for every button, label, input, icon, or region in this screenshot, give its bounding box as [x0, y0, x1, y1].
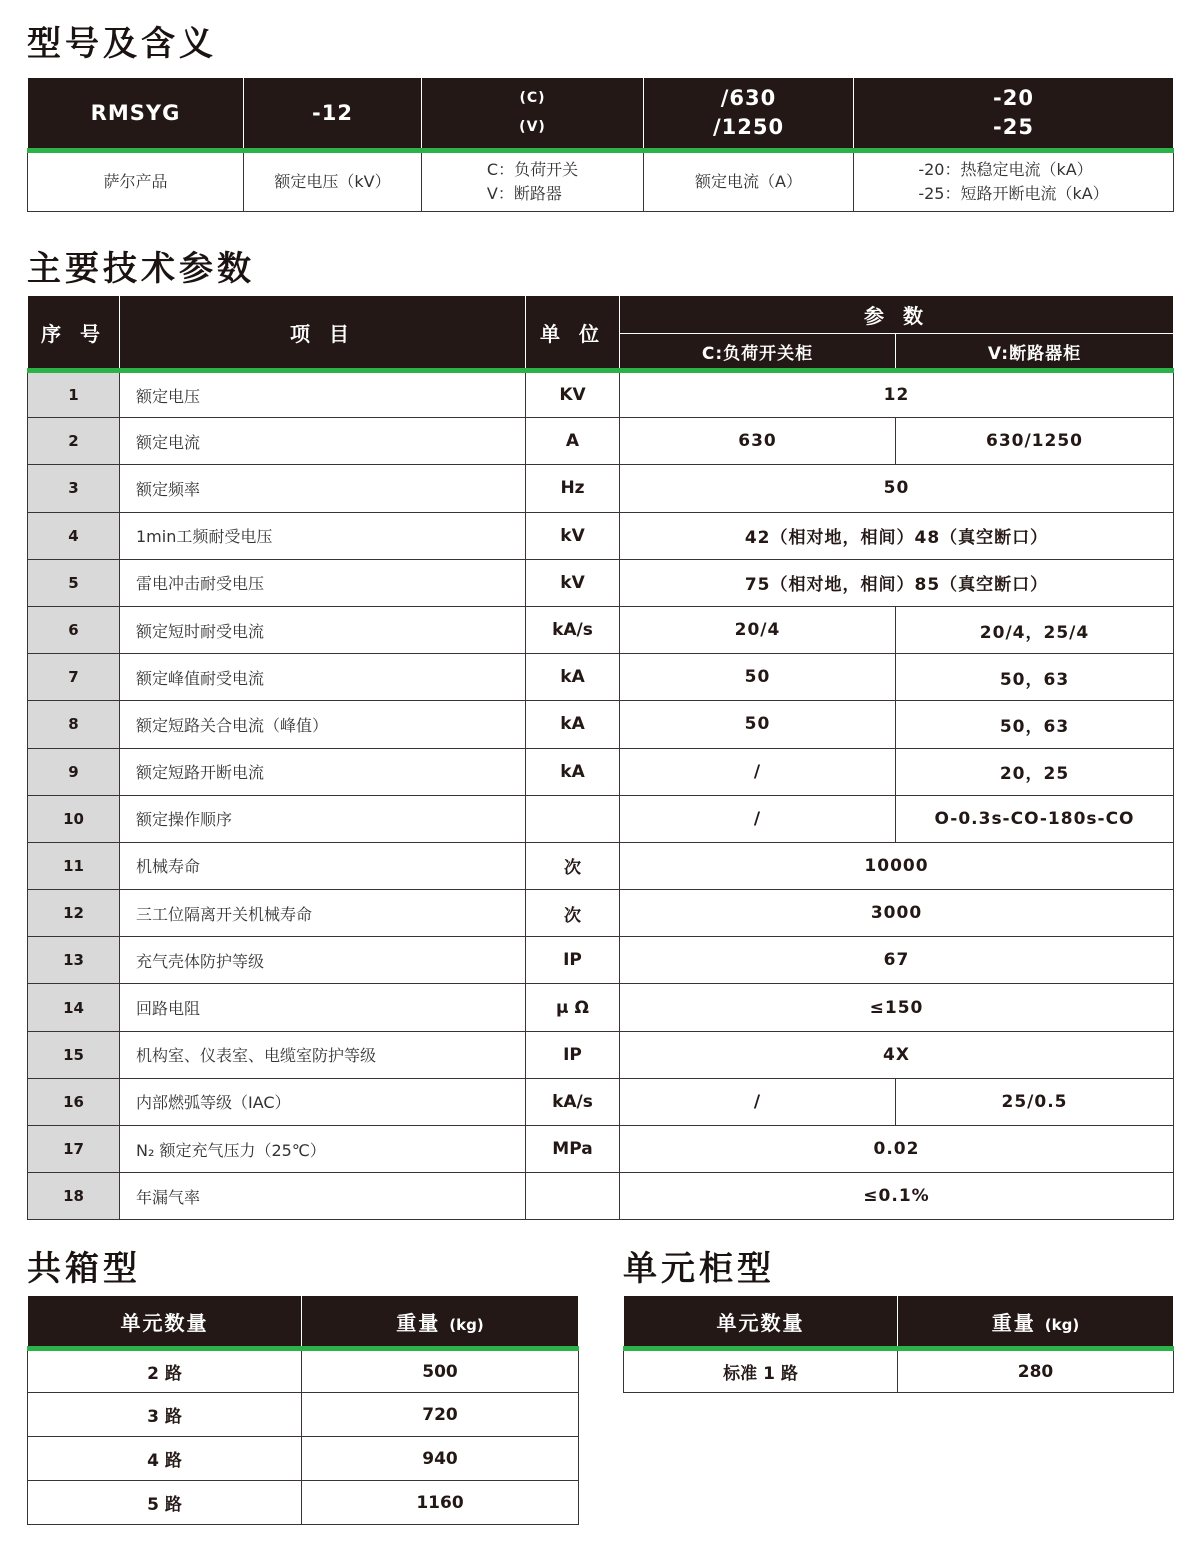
desc-type-v: V：断路器 — [486, 184, 562, 203]
row-value: 10000 — [620, 842, 1174, 889]
box-row-weight: 1160 — [302, 1481, 579, 1525]
row-value-v: 50，63 — [896, 654, 1174, 701]
table-row — [28, 984, 1174, 1031]
desc-short-1: -20：热稳定电流（kA） — [918, 160, 1093, 179]
row-unit: kA — [526, 654, 620, 701]
row-item: 机械寿命 — [120, 842, 526, 889]
desc-type-c: C：负荷开关 — [486, 160, 579, 179]
row-value-v: 25/0.5 — [896, 1078, 1174, 1125]
row-unit: kA — [526, 701, 620, 748]
box-weight-table — [27, 1295, 579, 1525]
row-item: 充气壳体防护等级 — [120, 937, 526, 984]
row-index: 12 — [28, 890, 120, 937]
model-series-cell — [28, 78, 244, 151]
row-value: 67 — [620, 937, 1174, 984]
row-unit: kA — [526, 748, 620, 795]
row-value-c: 50 — [620, 701, 896, 748]
row-unit: μ Ω — [526, 984, 620, 1031]
row-unit — [526, 1173, 620, 1220]
row-index: 9 — [28, 748, 120, 795]
model-table — [27, 77, 1174, 212]
row-value-v: 20/4，25/4 — [896, 606, 1174, 653]
params-table — [27, 295, 1174, 1220]
model-section-title: 型号及含义 — [27, 24, 217, 64]
box-row-weight: 720 — [302, 1393, 579, 1437]
row-value-v: 630/1250 — [896, 418, 1174, 465]
table-row — [28, 1437, 579, 1481]
table-row — [28, 1173, 1174, 1220]
table-row — [28, 748, 1174, 795]
row-value: 50 — [620, 465, 1174, 512]
table-row — [28, 842, 1174, 889]
row-unit: 次 — [526, 842, 620, 889]
row-index: 3 — [28, 465, 120, 512]
box-row-count: 4 路 — [28, 1437, 302, 1481]
row-index: 2 — [28, 418, 120, 465]
row-value-c: 50 — [620, 654, 896, 701]
box-row-weight: 940 — [302, 1437, 579, 1481]
row-item: 额定操作顺序 — [120, 795, 526, 842]
box-header-weight-cell — [302, 1296, 579, 1349]
row-unit: A — [526, 418, 620, 465]
row-item: 内部燃弧等级（IAC） — [120, 1078, 526, 1125]
row-item: 额定电流 — [120, 418, 526, 465]
table-row — [28, 937, 1174, 984]
table-row — [28, 1393, 579, 1437]
header-v: V:断路器柜 — [896, 334, 1174, 371]
model-type-v: (V) — [519, 119, 546, 135]
box-row-count: 3 路 — [28, 1393, 302, 1437]
table-row — [28, 418, 1174, 465]
model-short-cell — [854, 78, 1174, 151]
row-item: 额定峰值耐受电流 — [120, 654, 526, 701]
row-value: 0.02 — [620, 1126, 1174, 1173]
table-row — [28, 606, 1174, 653]
row-item: 1min工频耐受电压 — [120, 512, 526, 559]
table-row — [28, 1126, 1174, 1173]
row-value-c: / — [620, 748, 896, 795]
row-value-v: O-0.3s-CO-180s-CO — [896, 795, 1174, 842]
params-section-title: 主要技术参数 — [27, 249, 255, 289]
unit-section-title: 单元柜型 — [623, 1249, 775, 1289]
row-value-c: / — [620, 795, 896, 842]
desc-series: 萨尔产品 — [28, 151, 244, 212]
params-body — [28, 371, 1174, 1220]
table-row — [28, 654, 1174, 701]
row-index: 16 — [28, 1078, 120, 1125]
row-index: 7 — [28, 654, 120, 701]
box-body — [28, 1349, 579, 1525]
table-row — [28, 512, 1174, 559]
desc-short-2: -25：短路开断电流（kA） — [918, 184, 1109, 203]
row-index: 5 — [28, 559, 120, 606]
table-row — [28, 371, 1174, 418]
row-unit: 次 — [526, 890, 620, 937]
row-unit — [526, 795, 620, 842]
table-row — [28, 1078, 1174, 1125]
row-item: 回路电阻 — [120, 984, 526, 1031]
row-index: 18 — [28, 1173, 120, 1220]
table-row — [28, 465, 1174, 512]
unit-header-weight: 重量 — [991, 1310, 1036, 1335]
row-value: ≤0.1% — [620, 1173, 1174, 1220]
row-unit: IP — [526, 1031, 620, 1078]
row-unit: KV — [526, 371, 620, 418]
row-index: 14 — [28, 984, 120, 1031]
model-type-cell — [422, 78, 644, 151]
header-c: C:负荷开关柜 — [620, 334, 896, 371]
table-row — [28, 1349, 579, 1393]
row-item: 额定频率 — [120, 465, 526, 512]
header-unit: 单 位 — [526, 296, 620, 371]
row-index: 10 — [28, 795, 120, 842]
model-short-2: -25 — [993, 115, 1034, 139]
table-row — [624, 1349, 1174, 1393]
unit-header-kg: (kg) — [1044, 1315, 1080, 1334]
row-item: 雷电冲击耐受电压 — [120, 559, 526, 606]
row-unit: kA/s — [526, 606, 620, 653]
row-item: 额定短时耐受电流 — [120, 606, 526, 653]
row-item: 额定短路开断电流 — [120, 748, 526, 795]
table-row — [28, 890, 1174, 937]
desc-current: 额定电流（A） — [644, 151, 854, 212]
model-voltage: -12 — [312, 101, 353, 125]
box-header-weight: 重量 — [396, 1310, 441, 1335]
table-row — [28, 1031, 1174, 1078]
model-current-cell — [644, 78, 854, 151]
row-item: 年漏气率 — [120, 1173, 526, 1220]
row-value-v: 20，25 — [896, 748, 1174, 795]
desc-voltage: 额定电压（kV） — [244, 151, 422, 212]
box-section-title: 共箱型 — [27, 1249, 141, 1289]
model-series: RMSYG — [90, 101, 181, 125]
row-value: 12 — [620, 371, 1174, 418]
header-params: 参 数 — [620, 296, 1174, 334]
row-value: 42（相对地，相间）48（真空断口） — [620, 512, 1174, 559]
row-unit: Hz — [526, 465, 620, 512]
unit-weight-table — [623, 1295, 1174, 1393]
unit-header-count: 单元数量 — [624, 1296, 898, 1349]
row-item: N₂ 额定充气压力（25℃） — [120, 1126, 526, 1173]
box-row-count: 5 路 — [28, 1481, 302, 1525]
box-header-kg: (kg) — [449, 1315, 484, 1334]
model-current-2: /1250 — [712, 115, 785, 139]
row-item: 机构室、仪表室、电缆室防护等级 — [120, 1031, 526, 1078]
row-index: 1 — [28, 371, 120, 418]
unit-header-weight-cell — [898, 1296, 1174, 1349]
row-index: 8 — [28, 701, 120, 748]
box-row-weight: 500 — [302, 1349, 579, 1393]
row-value-c: 630 — [620, 418, 896, 465]
unit-row-count: 标准 1 路 — [624, 1349, 898, 1393]
table-row — [28, 1481, 579, 1525]
row-item: 三工位隔离开关机械寿命 — [120, 890, 526, 937]
model-current-1: /630 — [720, 86, 777, 110]
row-index: 17 — [28, 1126, 120, 1173]
row-unit: kA/s — [526, 1078, 620, 1125]
row-index: 11 — [28, 842, 120, 889]
header-index: 序 号 — [28, 296, 120, 371]
row-unit: MPa — [526, 1126, 620, 1173]
header-item: 项 目 — [120, 296, 526, 371]
desc-short-cell — [854, 151, 1174, 212]
row-item: 额定电压 — [120, 371, 526, 418]
row-index: 15 — [28, 1031, 120, 1078]
row-value: ≤150 — [620, 984, 1174, 1031]
box-header-count: 单元数量 — [28, 1296, 302, 1349]
model-type-c: (C) — [519, 90, 546, 106]
row-index: 4 — [28, 512, 120, 559]
row-value-c: / — [620, 1078, 896, 1125]
row-value: 4X — [620, 1031, 1174, 1078]
model-short-1: -20 — [993, 86, 1034, 110]
row-unit: IP — [526, 937, 620, 984]
row-unit: kV — [526, 559, 620, 606]
table-row — [28, 559, 1174, 606]
row-index: 6 — [28, 606, 120, 653]
row-value-c: 20/4 — [620, 606, 896, 653]
model-voltage-cell — [244, 78, 422, 151]
table-row — [28, 701, 1174, 748]
row-unit: kV — [526, 512, 620, 559]
row-value: 3000 — [620, 890, 1174, 937]
row-value: 75（相对地，相间）85（真空断口） — [620, 559, 1174, 606]
unit-body — [624, 1349, 1174, 1393]
unit-row-weight: 280 — [898, 1349, 1174, 1393]
box-row-count: 2 路 — [28, 1349, 302, 1393]
row-value-v: 50，63 — [896, 701, 1174, 748]
table-row — [28, 795, 1174, 842]
desc-type-cell — [422, 151, 644, 212]
row-item: 额定短路关合电流（峰值） — [120, 701, 526, 748]
row-index: 13 — [28, 937, 120, 984]
